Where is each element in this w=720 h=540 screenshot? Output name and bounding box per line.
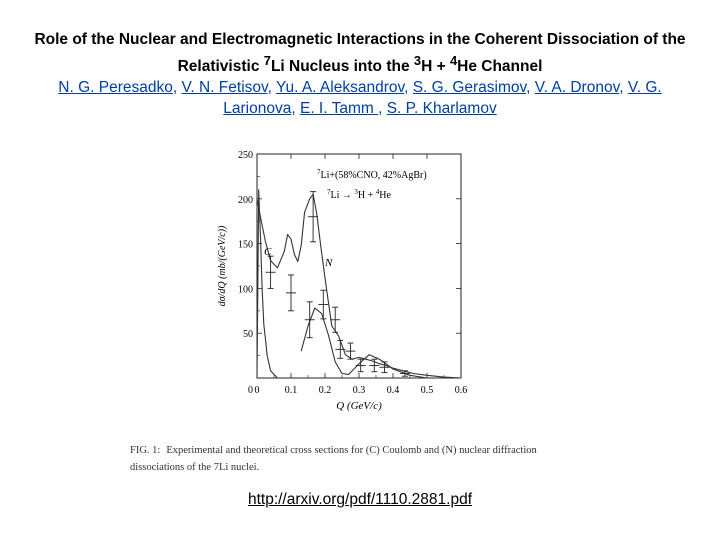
x-tick-label: 0.6 bbox=[454, 385, 468, 396]
cross-section-figure bbox=[213, 140, 475, 412]
title-sup-3: 4 bbox=[449, 53, 458, 68]
title-text-2: Li Nucleus into the bbox=[270, 58, 414, 76]
y-tick-label: 50 bbox=[243, 329, 253, 341]
paper-title bbox=[20, 29, 700, 77]
author-link[interactable]: N. G. Peresadko bbox=[58, 79, 173, 97]
legend-line-1: $^7$Li+(58%CNO, 42%AgBr) bbox=[317, 168, 427, 181]
title-text-3: H + bbox=[421, 58, 450, 76]
total-curve bbox=[257, 194, 461, 378]
title-text-1: Role of the Nuclear and Electromagnetic Interactions in the Coherent Dissociation of the Relativistic bbox=[34, 31, 686, 76]
y-tick-label: 200 bbox=[238, 194, 253, 206]
x-tick-label: 0 bbox=[254, 385, 260, 396]
author-list: N. G. Peresadko, V. N. Fetisov, Yu. A. Aleksandrov, S. G. Gerasimov, V. A. Dronov, V. G. Larionova, E. I. Tamm , S. P. Kharlamov bbox=[58, 79, 662, 118]
author-link[interactable]: S. G. Gerasimov bbox=[412, 79, 527, 97]
author-link[interactable]: V. N. Fetisov bbox=[181, 79, 268, 97]
y-tick-label: 100 bbox=[238, 284, 253, 296]
author-link[interactable]: E. I. Tamm bbox=[299, 100, 379, 118]
nuclear-curve bbox=[301, 308, 427, 378]
x-tick-label: 0.4 bbox=[386, 385, 400, 396]
y-axis-label: dσ/dQ (mb/(GeV/c)) bbox=[217, 225, 228, 307]
author-link[interactable]: V. G. Larionova bbox=[223, 79, 662, 118]
figure-caption bbox=[130, 442, 580, 476]
x-axis-label: Q (GeV/c) bbox=[336, 400, 382, 412]
title-sup-1: 7 bbox=[263, 53, 271, 68]
caption-label: FIG. 1: bbox=[130, 445, 161, 456]
x-tick-label: 0.2 bbox=[318, 385, 332, 396]
y-tick-label: 150 bbox=[238, 239, 253, 251]
author-link[interactable]: S. P. Kharlamov bbox=[386, 100, 497, 118]
title-sup-2: 3 bbox=[413, 53, 422, 68]
author-link[interactable]: Yu. A. Aleksandrov bbox=[275, 79, 405, 97]
y-tick-label: 250 bbox=[238, 150, 253, 161]
curve-label-c: C bbox=[264, 246, 272, 258]
cross-section-chart bbox=[213, 140, 475, 412]
paper-header bbox=[20, 29, 700, 119]
caption-text: Experimental and theoretical cross sections for (C) Coulomb and (N) nuclear diffraction dissociations of the 7Li nuclei. bbox=[130, 445, 537, 473]
arxiv-link[interactable]: http://arxiv.org/pdf/1110.2881.pdf bbox=[247, 491, 473, 508]
source-link bbox=[0, 491, 720, 509]
author-link[interactable]: V. A. Dronov bbox=[534, 79, 620, 97]
y-tick-label: 0 bbox=[248, 385, 253, 396]
title-text-4: He Channel bbox=[457, 58, 543, 76]
plot-frame bbox=[257, 154, 461, 378]
curve-label-n: N bbox=[325, 257, 333, 269]
x-tick-label: 0.3 bbox=[352, 385, 366, 396]
x-tick-label: 0.5 bbox=[420, 385, 434, 396]
x-tick-label: 0.1 bbox=[284, 385, 298, 396]
coulomb-curve bbox=[257, 190, 277, 378]
legend-line-2: $^7$Li → $^3$H + $^4$He bbox=[327, 188, 391, 201]
